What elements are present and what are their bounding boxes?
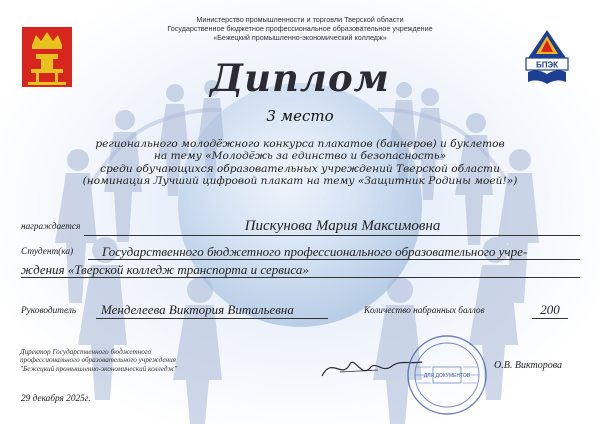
description-line: на тему «Молодёжь за единство и безопасность» [153,150,447,163]
student-label: Студент(ка) [21,247,74,257]
student-rule-2 [21,277,580,278]
college-type-line: Государственное бюджетное профессиональное образовательное учреждение [167,23,433,33]
student-institution-line1: Государственного бюджетного профессионального образовательного учре- [102,244,528,259]
college-logo-text: БПЭК [535,60,559,70]
student-institution-line2: ждения «Тверской колледж транспорта и сервиса» [21,262,309,277]
contest-description [0,138,600,188]
ministry-header [0,16,600,42]
college-name-line: «Бежецкий промышленно-экономический колледж» [213,32,387,42]
diploma-title: Диплом [210,56,390,100]
awardee-rule [84,235,580,236]
seal-text: ДЛЯ ДОКУМЕНТОВ [423,373,471,379]
score-rule [532,318,568,319]
description-line: среди обучающихся образовательных учреждений Тверской области [100,162,500,175]
student-rule-1 [88,259,580,260]
supervisor-rule [96,318,328,319]
issue-date: 29 декабря 2025г. [21,394,91,404]
director-name: О.В. Викторова [494,360,562,371]
awardee-label: награждается [21,222,81,232]
official-seal-icon [405,333,489,417]
supervisor-name: Менделеева Виктория Витальевна [101,302,294,317]
description-line: регионального молодёжного конкурса плакатов (баннеров) и буклетов [95,138,505,150]
score-label: Количество набранных баллов [364,306,485,316]
description-line: (номинация Лучший цифровой плакат на тему «Защитник Родины моей!») [82,175,518,188]
director-title [20,348,177,373]
place-text: 3 место [266,107,334,125]
score-value: 200 [540,302,560,317]
director-line: "Бежецкий промышленно-экономический колледж" [20,364,178,373]
awardee-name: Пискунова Мария Максимовна [244,218,441,234]
supervisor-label: Руководитель [21,306,77,316]
director-line: Директор Государственного бюджетного [20,348,152,356]
ministry-line: Министерство промышленности и торговли Тверской области [196,15,404,24]
director-line: профессионального образовательного учреждения [20,356,177,365]
